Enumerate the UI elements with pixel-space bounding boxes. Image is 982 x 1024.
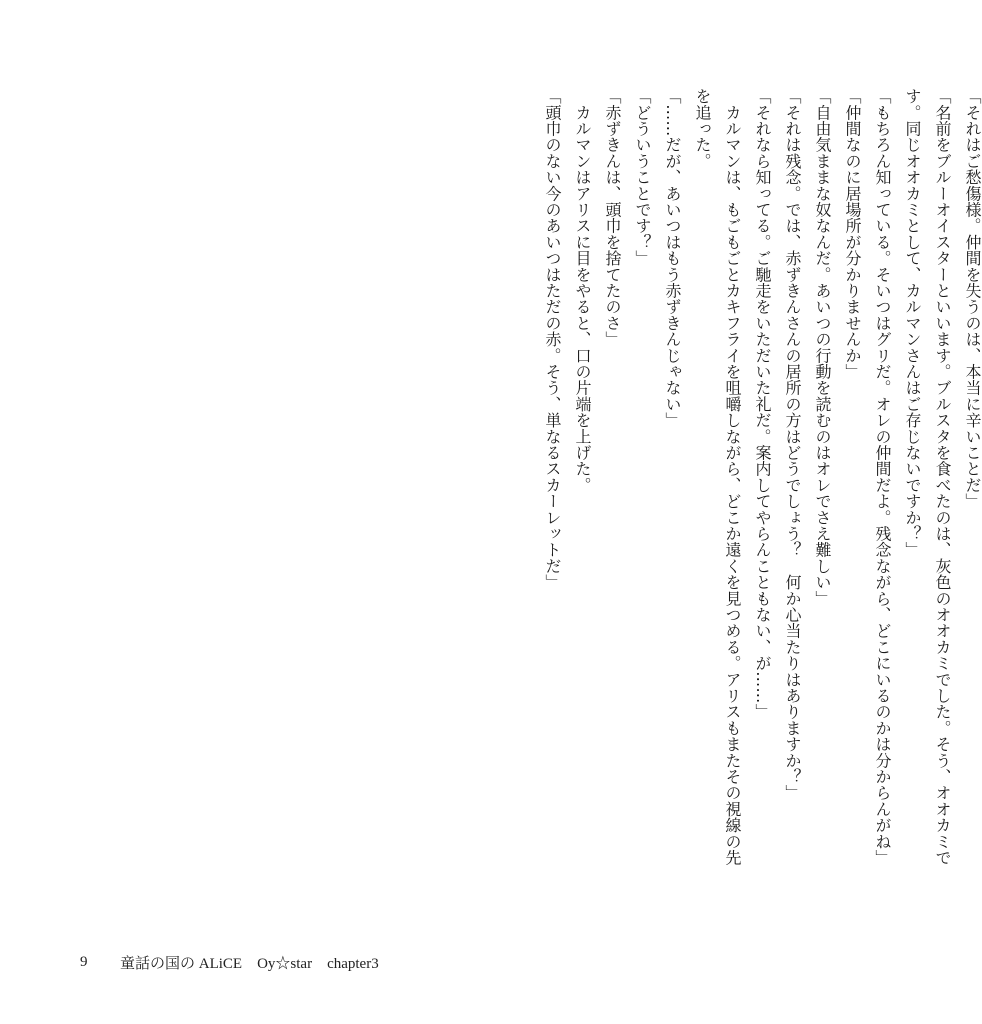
text-line-9: カルマンは、もごもごとカキフライを咀嚼しながら、どこか遠くを見つめる。アリスもまたその視線の先: [723, 88, 742, 866]
text-line-15: 「頭巾のない今のあいつはただの赤。そう、単なるスカーレットだ」: [543, 88, 562, 591]
text-line-7: 「それは残念。では、赤ずきんさんの居所の方はどうでしょう？ 何か心当たりはありますか？」: [783, 88, 802, 801]
text-line-5: 「仲間なのに居場所が分かりませんか」: [843, 88, 862, 380]
text-line-11: 「……だが、あいつはもう赤ずきんじゃない」: [663, 88, 682, 429]
book-title: 童話の国の ALiCE Oy☆star chapter3: [120, 955, 379, 972]
text-line-14: カルマンはアリスに目をやると、口の片端を上げた。: [573, 88, 592, 493]
text-line-2: 「名前をブルーオイスターといいます。ブルスタを食べたのは、灰色のオオカミでした。そう、オオカミで: [933, 88, 952, 866]
text-line-12: 「どういうことです？」: [633, 88, 652, 267]
text-line-8: 「それなら知ってる。ご馳走をいただいた礼だ。案内してやらんこともない、が……」: [753, 88, 772, 720]
text-line-1: 「それはご愁傷様。仲間を失うのは、本当に辛いことだ」: [963, 88, 982, 510]
page-number: 9: [80, 953, 88, 970]
text-line-13: 「赤ずきんは、頭巾を捨てたのさ」: [603, 88, 622, 348]
text-line-3: す。同じオオカミとして、カルマンさんはご存じないですか？」: [903, 88, 922, 558]
text-line-10: を追った。: [693, 88, 712, 169]
page-footer: [80, 950, 379, 974]
text-line-6: 「自由気ままな奴なんだ。あいつの行動を読むのはオレでさえ難しい」: [813, 88, 832, 607]
text-line-4: 「もちろん知っている。そいつはグリだ。オレの仲間だよ。残念ながら、どこにいるのかは分からんがね」: [873, 88, 892, 866]
